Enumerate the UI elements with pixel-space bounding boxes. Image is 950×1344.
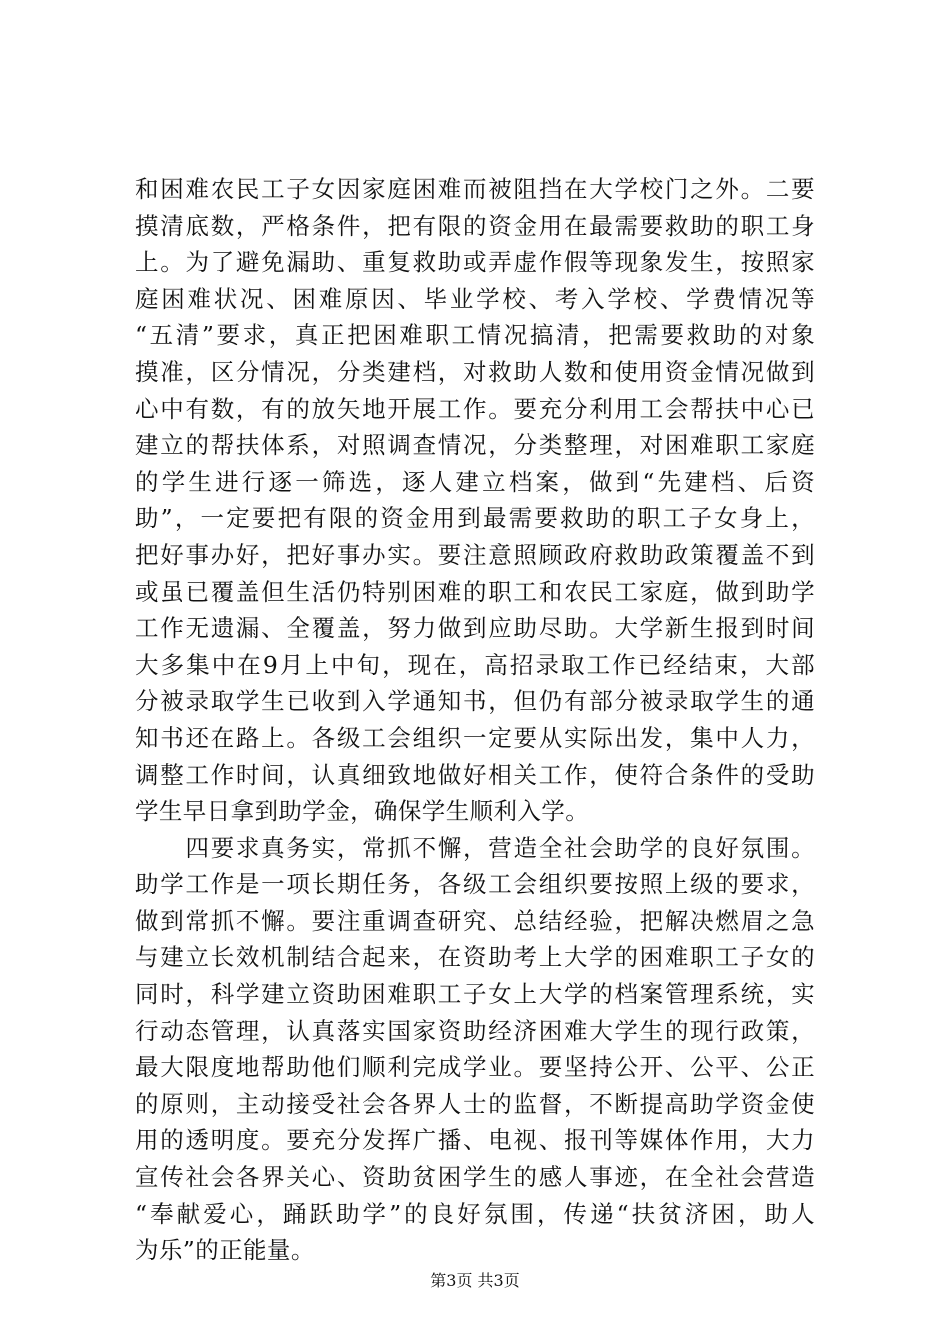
text-line: 与建立长效机制结合起来，在资助考上大学的困难职工子女的 xyxy=(135,943,815,972)
text-line: 心中有数，有的放矢地开展工作。要充分利用工会帮扶中心已 xyxy=(135,394,815,423)
text-line: 分被录取学生已收到入学通知书，但仍有部分被录取学生的通 xyxy=(135,687,815,716)
text-line: 建立的帮扶体系，对照调查情况，分类整理，对困难职工家庭 xyxy=(135,431,815,460)
text-line: 和困难农民工子女因家庭困难而被阻挡在大学校门之外。二要 xyxy=(135,175,815,203)
document-body xyxy=(135,171,815,1269)
text-line: “五清”要求，真正把困难职工情况搞清，把需要救助的对象 xyxy=(135,321,815,350)
text-line: 助学工作是一项长期任务，各级工会组织要按照上级的要求， xyxy=(135,870,815,899)
text-line: 的原则，主动接受社会各界人士的监督，不断提高助学资金使 xyxy=(135,1089,815,1118)
text-line: 最大限度地帮助他们顺利完成学业。要坚持公开、公平、公正 xyxy=(135,1053,815,1082)
text-line: 摸清底数，严格条件，把有限的资金用在最需要救助的职工身 xyxy=(135,211,815,240)
text-line: 做到常抓不懈。要注重调查研究、总结经验，把解决燃眉之急 xyxy=(135,906,815,935)
text-line: 或虽已覆盖但生活仍特别困难的职工和农民工家庭，做到助学 xyxy=(135,577,815,606)
text-line: 知书还在路上。各级工会组织一定要从实际出发，集中人力， xyxy=(135,723,815,752)
text-line: 的学生进行逐一筛选，逐人建立档案，做到“先建档、后资 xyxy=(135,467,815,496)
text-line: 调整工作时间，认真细致地做好相关工作，使符合条件的受助 xyxy=(135,760,815,789)
text-line: 把好事办好，把好事办实。要注意照顾政府救助政策覆盖不到 xyxy=(135,540,815,569)
text-line: 用的透明度。要充分发挥广播、电视、报刊等媒体作用，大力 xyxy=(135,1126,815,1155)
text-line: 摸准，区分情况，分类建档，对救助人数和使用资金情况做到 xyxy=(135,357,815,386)
text-line: 庭困难状况、困难原因、毕业学校、考入学校、学费情况等 xyxy=(135,284,815,313)
text-line: 工作无遗漏、全覆盖，努力做到应助尽助。大学新生报到时间 xyxy=(135,614,815,643)
paragraph-start-line: 四要求真务实，常抓不懈，营造全社会助学的良好氛围。 xyxy=(135,833,815,862)
text-line: 助”，一定要把有限的资金用到最需要救助的职工子女身上， xyxy=(135,504,815,533)
paragraph-end-line: 学生早日拿到助学金，确保学生顺利入学。 xyxy=(135,797,590,826)
text-line: 行动态管理，认真落实国家资助经济困难大学生的现行政策， xyxy=(135,1016,815,1045)
page-footer: 第3页 共3页 xyxy=(430,1271,520,1290)
paragraph-end-line: 为乐”的正能量。 xyxy=(135,1236,315,1265)
text-line: “奉献爱心，踊跃助学”的良好氛围，传递“扶贫济困，助人 xyxy=(135,1199,815,1228)
text-line: 大多集中在9月上中旬，现在，高招录取工作已经结束，大部 xyxy=(135,650,815,679)
text-line: 宣传社会各界关心、资助贫困学生的感人事迹，在全社会营造 xyxy=(135,1163,815,1192)
text-line: 上。为了避免漏助、重复救助或弄虚作假等现象发生，按照家 xyxy=(135,248,815,277)
text-line: 同时，科学建立资助困难职工子女上大学的档案管理系统，实 xyxy=(135,980,815,1009)
